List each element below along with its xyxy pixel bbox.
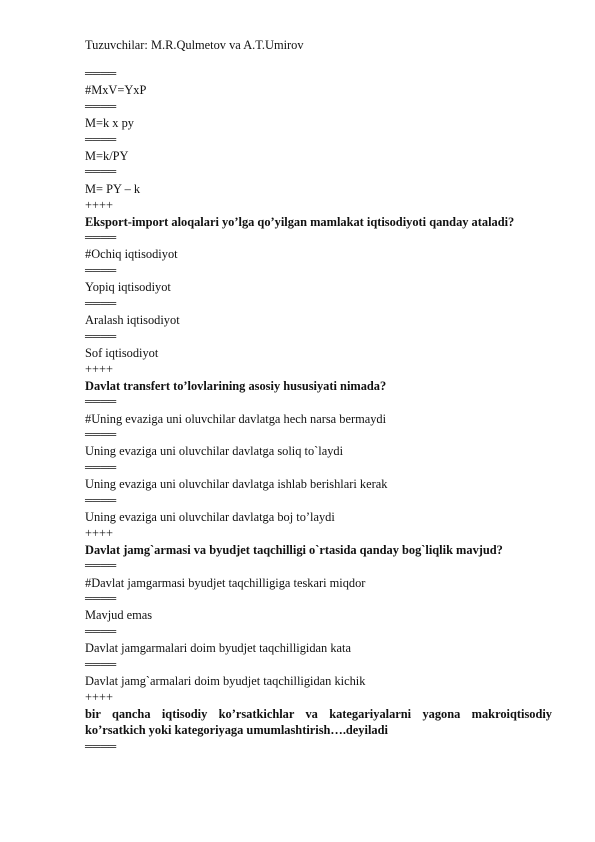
- separator: ════: [85, 68, 117, 80]
- answer-option: Uning evaziga uni oluvchilar davlatga soliq to`laydi: [85, 444, 344, 459]
- separator: ════: [85, 133, 117, 146]
- answer-option: #Davlat jamgarmasi byudjet taqchilligiga teskari miqdor: [85, 575, 366, 590]
- answer-option: #Ochiq iqtisodiyot: [85, 247, 178, 262]
- separator: ════: [85, 297, 117, 310]
- separator: ════: [85, 232, 117, 245]
- answer-option: Aralash iqtisodiyot: [85, 313, 180, 328]
- separator: ════: [85, 658, 117, 671]
- answer-option: Uning evaziga uni oluvchilar davlatga boj to’laydi: [85, 509, 335, 524]
- question-marker: ++++: [85, 198, 113, 213]
- answer-option: M=k x py: [85, 116, 134, 131]
- answer-option: Davlat jamgarmalari doim byudjet taqchilligidan kata: [85, 641, 351, 656]
- test-content: [85, 66, 552, 755]
- separator: ════: [85, 740, 117, 753]
- separator: ════: [85, 560, 117, 573]
- question-marker: ++++: [85, 526, 113, 541]
- separator: ════: [85, 461, 117, 474]
- question-text: Davlat jamg`armasi va byudjet taqchilligi o`rtasida qanday bog`liqlik mavjud?: [85, 542, 503, 557]
- answer-option: #Uning evaziga uni oluvchilar davlatga hech narsa bermaydi: [85, 411, 387, 426]
- separator: ════: [85, 396, 117, 409]
- separator: ════: [85, 593, 117, 605]
- separator: ════: [85, 428, 117, 441]
- separator: ════: [85, 625, 117, 638]
- answer-option: Davlat jamg`armalari doim byudjet taqchilligidan kichik: [85, 674, 366, 689]
- separator: ════: [85, 166, 117, 179]
- question-text: Eksport-import aloqalari yo’lga qo’yilgan mamlakat iqtisodiyoti qanday ataladi?: [85, 214, 515, 229]
- answer-option: Sof iqtisodiyot: [85, 345, 159, 360]
- question-marker: ++++: [85, 690, 113, 705]
- question-text: Davlat transfert to’lovlarining asosiy hususiyati nimada?: [85, 378, 387, 393]
- answer-option: M=k/PY: [85, 149, 129, 164]
- separator: ════: [85, 494, 117, 507]
- question-text: bir qancha iqtisodiy ko’rsatkichlar va kategariyalarni yagona makroiqtisodiy ko’rsatkich yoki kategoriyaga umumlashtirish….deyiladi: [85, 706, 552, 738]
- document-header: Tuzuvchilar: M.R.Qulmetov va A.T.Umirov: [85, 38, 304, 52]
- answer-option: Yopiq iqtisodiyot: [85, 280, 171, 295]
- separator: ════: [85, 330, 117, 343]
- question-marker: ++++: [85, 362, 113, 377]
- answer-option: Uning evaziga uni oluvchilar davlatga ishlab berishlari kerak: [85, 477, 388, 492]
- answer-option: #MxV=YxP: [85, 83, 147, 98]
- separator: ════: [85, 264, 117, 277]
- answer-option: M= PY – k: [85, 181, 141, 196]
- answer-option: Mavjud emas: [85, 608, 153, 623]
- separator: ════: [85, 100, 117, 113]
